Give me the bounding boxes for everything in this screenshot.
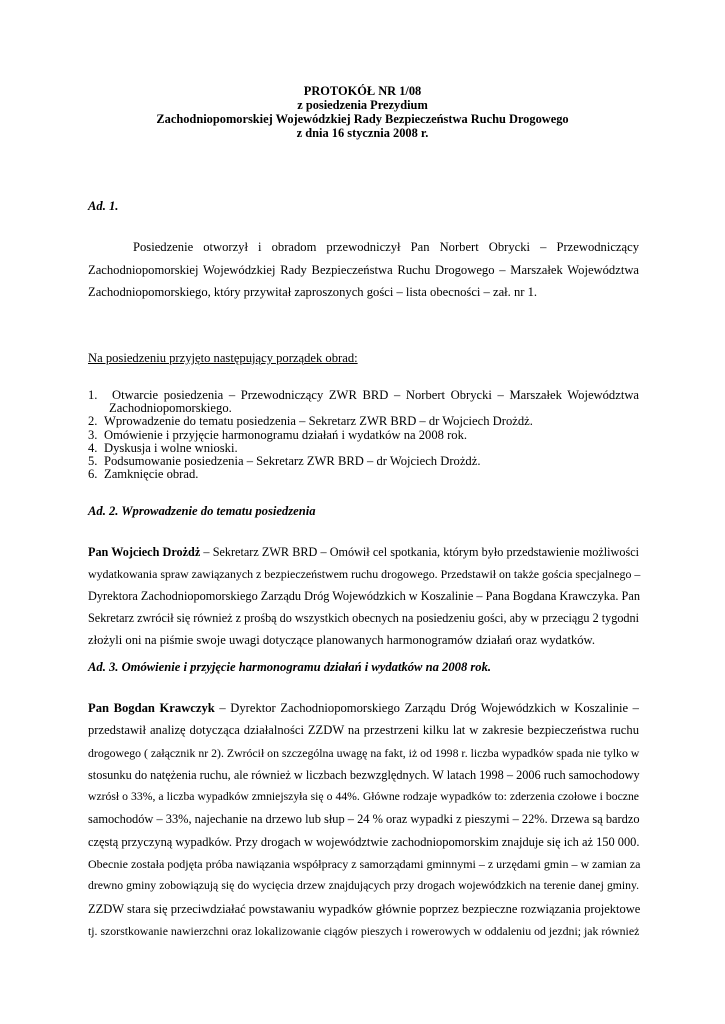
document-header — [0, 84, 725, 140]
agenda-item-number: 5. — [88, 454, 98, 469]
ad1-title: Ad. 1. — [88, 199, 119, 213]
protocol-number: PROTOKÓŁ NR 1/08 — [303, 84, 422, 98]
ad3-paragraph — [88, 697, 639, 942]
ad3-line: przedstawił analizę dotycząca działalności ZZDW na przestrzeni kilku lat w zakresie bezpieczeństwa ruchu — [88, 723, 639, 738]
ad3-speaker: Pan Bogdan Krawczyk — [88, 701, 215, 715]
ad2-line: wydatkowania spraw zawiązanych z bezpieczeństwem ruchu drogowego. Przedstawił on także gościa specjalnego – — [88, 567, 641, 581]
agenda-item-text: Podsumowanie posiedzenia – Sekretarz ZWR BRD – dr Wojciech Drożdż. — [104, 454, 481, 469]
agenda-item-text: Zamknięcie obrad. — [104, 467, 199, 482]
ad2-line-rest: – Sekretarz ZWR BRD – Omówił cel spotkania, którym było przedstawienie możliwości — [200, 545, 639, 559]
agenda-item — [88, 468, 639, 481]
ad3-line-rest: – Dyrektor Zachodniopomorskiego Zarządu Dróg Wojewódzkich w Koszalinie – — [214, 701, 639, 715]
ad2-title: Ad. 2. Wprowadzenie do tematu posiedzenia — [88, 504, 316, 518]
ad2-paragraph — [88, 541, 639, 651]
ad3-line: ZZDW stara się przeciwdziałać powstawaniu wypadków głównie poprzez bezpieczne rozwiązania projektowe — [88, 901, 641, 916]
ad2-speaker: Pan Wojciech Drożdż — [88, 545, 201, 559]
ad2-line — [88, 541, 639, 563]
agenda-item-number: 6. — [88, 467, 98, 482]
agenda-list — [88, 389, 639, 481]
agenda-item-number: 4. — [88, 440, 98, 455]
ad1-line: Zachodniopomorskiej Wojewódzkiej Rady Bezpieczeństwa Ruchu Drogowego – Marszałek Województwa — [88, 262, 639, 277]
agenda-item-number: 1. — [88, 388, 98, 402]
agenda-item-text: Wprowadzenie do tematu posiedzenia – Sekretarz ZWR BRD – dr Wojciech Drożdż. — [104, 414, 533, 429]
ad3-line: drogowego ( załącznik nr 2). Zwrócił on szczególna uwagę na fakt, iż od 1998 r. liczba wypadków spada nie tylko w — [88, 745, 640, 760]
agenda-intro: Na posiedzeniu przyjęto następujący porządek obrad: — [88, 351, 358, 365]
meeting-date: z dnia 16 stycznia 2008 r. — [296, 126, 429, 140]
agenda-item-number: 3. — [88, 427, 98, 442]
agenda-item-text-cont: Zachodniopomorskiego. — [109, 401, 232, 416]
ad3-title: Ad. 3. Omówienie i przyjęcie harmonogramu działań i wydatków na 2008 rok. — [88, 660, 492, 674]
ad3-line: Obecnie została podjęta próba nawiązania współpracy z samorządami gminnymi – z urzędami gmin – w zamian za — [88, 857, 641, 872]
agenda-item — [88, 415, 639, 428]
ad3-line: drewno gminy zobowiązują się do wycięcia drzew znajdujących przy drogach wojewódzkich na terenie danej gminy. — [88, 879, 639, 893]
ad1-line: Posiedzenie otworzył i obradom przewodniczył Pan Norbert Obrycki – Przewodniczący — [133, 240, 639, 254]
agenda-item-number: 2. — [88, 414, 98, 429]
ad3-line: wzrósł o 33%, a liczba wypadków zmniejszyła się o 44%. Główne rodzaje wypadków to: zderzenia czołowe i boczne — [88, 790, 639, 804]
ad3-line: stosunku do natężenia ruchu, ale również w liczbach bezwzględnych. W latach 1998 – 2006 ruch samochodowy — [88, 767, 640, 782]
ad3-line: samochodów – 33%, najechanie na drzewo lub słup – 24 % oraz wypadki z pieszymi – 22%. Drzewa są bardzo — [88, 812, 640, 827]
ad1-paragraph — [88, 236, 639, 304]
ad3-line — [88, 697, 639, 719]
ad3-line: tj. szorstkowanie nawierzchni oraz lokalizowanie ciągów pieszych i rowerowych w oddaleniu od jezdni; jak również — [88, 923, 640, 938]
agenda-item-text: Omówienie i przyjęcie harmonogramu działań i wydatków na 2008 rok. — [104, 427, 468, 442]
meeting-type: z posiedzenia Prezydium — [297, 98, 428, 112]
ad2-line: złożyli oni na piśmie swoje uwagi dotyczące planowanych harmonogramów działań oraz wydatków. — [88, 633, 595, 647]
agenda-item — [88, 429, 639, 442]
ad1-line: Zachodniopomorskiego, który przywitał zaproszonych gości – lista obecności – zał. nr 1. — [88, 285, 538, 299]
agenda-item-text: Dyskusja i wolne wnioski. — [104, 440, 238, 455]
ad3-line: częstą przyczyną wypadków. Przy drogach w województwie zachodniopomorskim znajduje się ich aż 150 000. — [88, 834, 640, 849]
agenda-item — [88, 389, 639, 415]
agenda-item-text: Otwarcie posiedzenia – Przewodniczący ZWR BRD – Norbert Obrycki – Marszałek Województwa — [112, 388, 639, 402]
ad2-line: Dyrektora Zachodniopomorskiego Zarządu Dróg Wojewódzkich w Koszalinie – Pana Bogdana Krawczyka. Pan — [88, 589, 640, 603]
council-name: Zachodniopomorskiej Wojewódzkiej Rady Bezpieczeństwa Ruchu Drogowego — [156, 112, 569, 126]
ad2-line: Sekretarz zwrócił się również z prośbą do wszystkich obecnych na posiedzeniu gości, aby w przeciągu 2 tygodni — [88, 611, 639, 625]
